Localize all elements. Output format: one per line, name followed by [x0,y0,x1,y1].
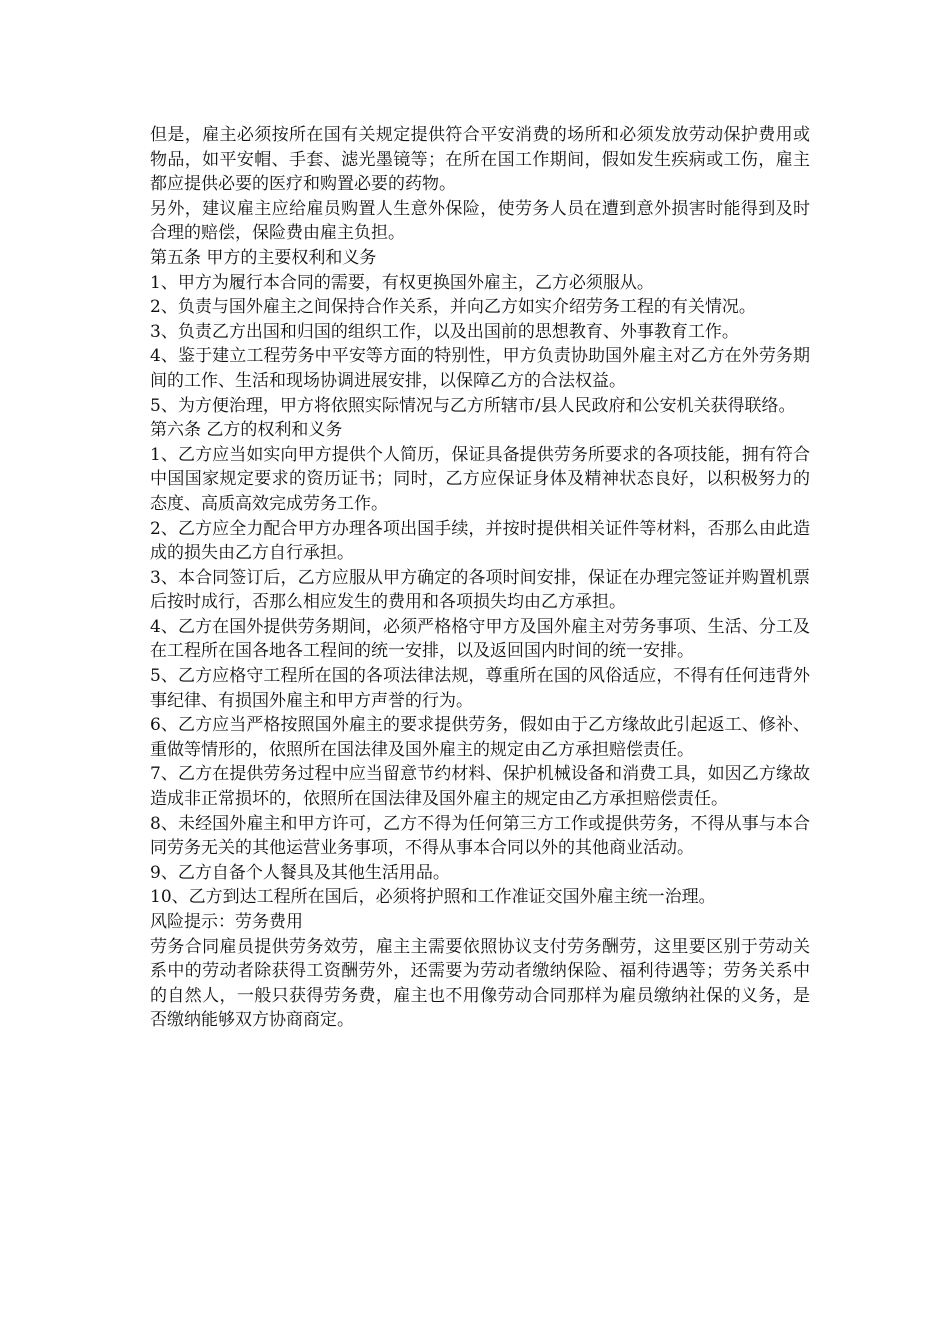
section-heading-article-6: 第六条 乙方的权利和义务 [150,420,343,441]
article-6-item-4: 4、乙方在国外提供劳务期间，必须严格格守甲方及国外雇主对劳务事项、生活、分工及在工程所在国各地各工程间的统一安排，以及返回国内时间的统一安排。 [150,616,810,662]
article-6-item-3: 3、本合同签订后，乙方应服从甲方确定的各项时间安排，保证在办理完签证并购置机票后按时成行，否那么相应发生的费用和各项损失均由乙方承担。 [150,567,810,613]
section-heading-article-5: 第五条 甲方的主要权利和义务 [150,247,377,268]
article-6-item-10: 10、乙方到达工程所在国后，必须将护照和工作准证交国外雇主统一治理。 [150,887,716,908]
paragraph-labor-fees: 劳务合同雇员提供劳务效劳，雇主主需要依照协议支付劳务酬劳，这里要区别于劳动关系中的劳动者除获得工资酬劳外，还需要为劳动者缴纳保险、福利待遇等；劳务关系中的自然人，一般只获得劳务费，雇主也不用像劳动合同那样为雇员缴纳社保的义务，是否缴纳能够双方协商商定。 [150,936,810,1031]
article-6-item-6: 6、乙方应当严格按照国外雇主的要求提供劳务，假如由于乙方缘故此引起返工、修补、重做等情形的，依照所在国法律及国外雇主的规定由乙方承担赔偿责任。 [150,715,810,760]
risk-notice-heading: 风险提示：劳务费用 [150,912,303,932]
article-6-item-5: 5、乙方应格守工程所在国的各项法律法规，尊重所在国的风俗适应，不得有任何违背外事纪律、有损国外雇主和甲方声誉的行为。 [150,666,810,711]
article-5-item-5: 5、为方便治理，甲方将依照实际情况与乙方所辖市/县人民政府和公安机关获得联络。 [150,395,796,416]
document-page [150,123,810,1033]
article-5-item-2: 2、负责与国外雇主之间保持合作关系，并向乙方如实介绍劳务工程的有关情况。 [150,297,756,318]
article-5-item-1: 1、甲方为履行本合同的需要，有权更换国外雇主，乙方必须服从。 [150,272,654,293]
article-6-item-1: 1、乙方应当如实向甲方提供个人简历，保证具备提供劳务所要求的各项技能，拥有符合中国国家规定要求的资历证书；同时，乙方应保证身体及精神状态良好，以积极努力的态度、高质高效完成劳务工作。 [150,444,810,514]
article-6-item-7: 7、乙方在提供劳务过程中应当留意节约材料、保护机械设备和消费工具，如因乙方缘故造成非正常损坏的，依照所在国法律及国外雇主的规定由乙方承担赔偿责任。 [150,764,810,810]
article-6-item-9: 9、乙方自备个人餐具及其他生活用品。 [150,862,450,883]
article-6-item-2: 2、乙方应全力配合甲方办理各项出国手续，并按时提供相关证件等材料，否那么由此造成的损失由乙方自行承担。 [150,518,810,564]
article-5-item-3: 3、负责乙方出国和归国的组织工作，以及出国前的思想教育、外事教育工作。 [150,321,739,342]
paragraph-insurance: 另外，建议雇主应给雇员购置人生意外保险，使劳务人员在遭到意外损害时能得到及时合理的赔偿，保险费由雇主负担。 [150,198,810,244]
paragraph-employer-safety: 但是，雇主必须按所在国有关规定提供符合平安消费的场所和必须发放劳动保护费用或物品，如平安帽、手套、滤光墨镜等；在所在国工作期间，假如发生疾病或工伤，雇主都应提供必要的医疗和购置必要的药物。 [150,125,810,195]
article-5-item-4: 4、鉴于建立工程劳务中平安等方面的特别性，甲方负责协助国外雇主对乙方在外劳务期间的工作、生活和现场协调进展安排，以保障乙方的合法权益。 [150,346,810,391]
article-6-item-8: 8、未经国外雇主和甲方许可，乙方不得为任何第三方工作或提供劳务，不得从事与本合同劳务无关的其他运营业务事项，不得从事本合同以外的其他商业活动。 [150,813,810,859]
